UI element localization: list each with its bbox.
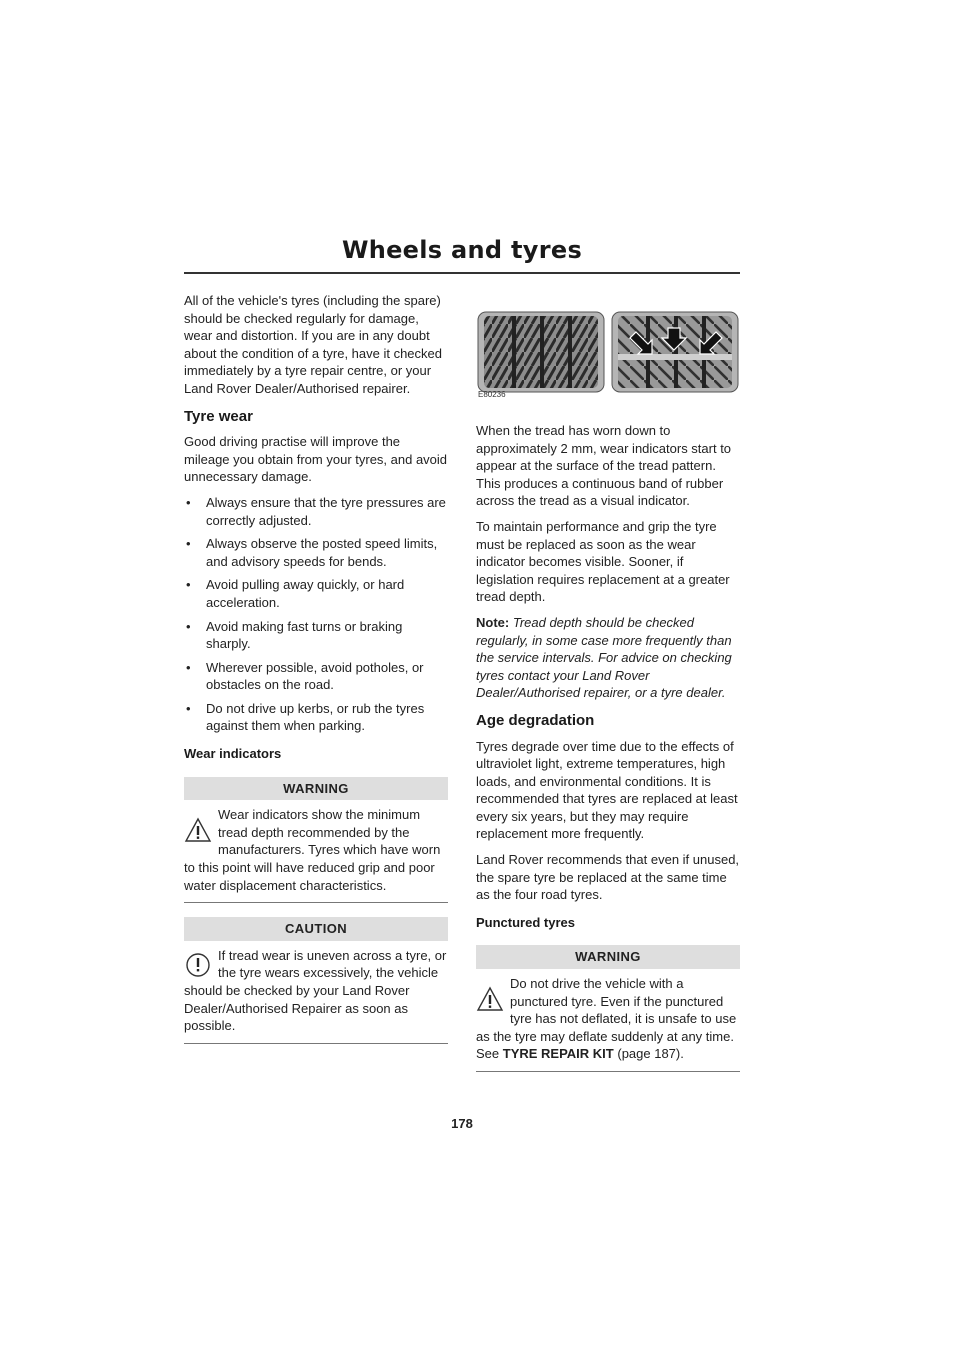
caution-box <box>184 917 448 1044</box>
tyre-tread-illustration <box>476 310 740 394</box>
list-item: • Wherever possible, avoid potholes, or obstacles on the road. <box>184 659 448 694</box>
warning-label: WARNING <box>476 945 740 969</box>
tyre-wear-heading: Tyre wear <box>184 407 253 425</box>
right-column <box>476 292 740 1086</box>
puncture-warning-box <box>476 945 740 1072</box>
note-label: Note: <box>476 614 510 630</box>
caution-circle-icon <box>184 951 212 979</box>
title-rule <box>184 272 740 274</box>
warning-triangle-icon <box>184 816 212 844</box>
note-paragraph <box>476 614 740 702</box>
warning-box <box>184 777 448 904</box>
list-item: • Do not drive up kerbs, or rub the tyres against them when parking. <box>184 700 448 735</box>
driving-tips-list <box>184 494 448 735</box>
list-item: • Always observe the posted speed limits, and advisory speeds for bends. <box>184 535 448 570</box>
list-item: • Avoid making fast turns or braking sharply. <box>184 618 448 653</box>
figure-code: E80236 <box>478 390 506 400</box>
tread-paragraph-1: When the tread has worn down to approximately 2 mm, wear indicators start to appear at the surface of the tread pattern. This produces a continuous band of rubber across the tread as a visual indicator. <box>476 423 732 509</box>
intro-paragraph: All of the vehicle's tyres (including the spare) should be checked regularly for damage, wear and distortion. If you are in any doubt about the condition of a tyre, have it checked immediately by a tyre repair centre, or your Land Rover Dealer/Authorised repairer. <box>184 293 443 396</box>
caution-text: If tread wear is uneven across a tyre, or the tyre wears excessively, the vehicle should be checked by your Land Rover Dealer/Authorised Repairer as soon as possible. <box>184 947 447 1034</box>
caution-label: CAUTION <box>184 917 448 941</box>
warning-text: Wear indicators show the minimum tread depth recommended by the manufacturers. Tyres which have worn to this point will have reduced grip and poor water displacement characteristics. <box>184 807 441 893</box>
punctured-tyres-heading: Punctured tyres <box>476 914 575 930</box>
tyre-repair-kit-link[interactable]: TYRE REPAIR KIT <box>502 1046 614 1062</box>
warning-label: WARNING <box>184 777 448 801</box>
list-item: • Avoid pulling away quickly, or hard acceleration. <box>184 576 448 611</box>
tyre-wear-paragraph: Good driving practise will improve the mileage you obtain from your tyres, and avoid unnecessary damage. <box>184 434 448 485</box>
tread-wear-figure <box>476 310 740 406</box>
age-paragraph-1: Tyres degrade over time due to the effects of ultraviolet light, extreme temperatures, high loads, and environmental conditions. It is recommended that tyres are replaced at least every six years, but they may require replacement more frequently. <box>476 738 738 842</box>
left-column <box>184 292 448 1058</box>
page-title: Wheels and tyres <box>341 236 583 264</box>
page-number: 178 <box>451 1116 473 1131</box>
list-item: • Always ensure that the tyre pressures are correctly adjusted. <box>184 494 448 529</box>
wear-indicators-heading: Wear indicators <box>184 746 282 762</box>
age-paragraph-2: Land Rover recommends that even if unused, the spare tyre be replaced at the same time as the four road tyres. <box>476 852 740 903</box>
puncture-warning-text: Do not drive the vehicle with a punctured tyre. Even if the punctured tyre has not deflated, it is unsafe to use as the tyre may deflate suddenly at any time. See <box>476 976 737 1062</box>
tread-paragraph-2: To maintain performance and grip the tyre must be replaced as soon as the wear indicator becomes visible. Sooner, if legislation requires replacement at a greater tread depth. <box>476 518 730 605</box>
page-reference: (page 187). <box>613 1046 684 1062</box>
note-text: Tread depth should be checked regularly, in some case more frequently than the service intervals. For advice on checking tyres contact your Land Rover Dealer/Authorised repairer, or a tyre dealer. <box>476 614 732 701</box>
age-degradation-heading: Age degradation <box>476 711 595 729</box>
warning-triangle-icon <box>476 985 504 1013</box>
